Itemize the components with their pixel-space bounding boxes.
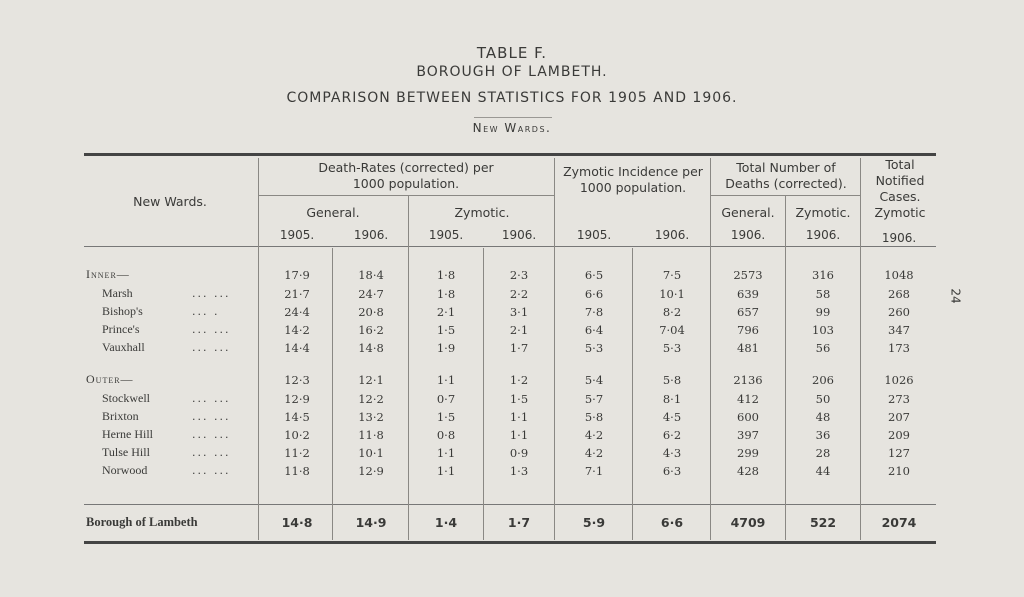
table-cell: 17·9 (284, 268, 310, 282)
table-cell: 7·8 (584, 305, 604, 319)
table-cell: 11·8 (284, 464, 310, 478)
header-zymotic: Zymotic. (454, 205, 510, 220)
table-cell: 44 (815, 464, 831, 478)
leader-dots: ... ... (192, 341, 231, 354)
table-cell: 209 (888, 428, 910, 442)
borough-total-label: Borough of Lambeth (86, 515, 198, 529)
table-cell: 103 (812, 323, 834, 337)
total-cell: 14·8 (281, 515, 313, 530)
table-cell: 4·3 (662, 446, 682, 460)
table-cell: 1·8 (436, 268, 456, 282)
leader-dots: ... ... (192, 464, 231, 477)
table-cell: 657 (737, 305, 759, 319)
table-cell: 207 (888, 410, 910, 424)
table-cell: 1·7 (509, 341, 529, 355)
page-number: 24 (948, 288, 963, 304)
table-cell: 1·2 (509, 373, 529, 387)
header-general: General. (306, 205, 360, 220)
table-cell: 2·1 (509, 323, 529, 337)
table-cell: 1·5 (436, 410, 456, 424)
table-cell: 1·3 (509, 464, 529, 478)
header-rule (84, 246, 936, 247)
ward-name: Brixton (102, 409, 139, 423)
ward-name: Stockwell (102, 391, 150, 405)
table-cell: 2·1 (436, 305, 456, 319)
table-cell: 10·2 (284, 428, 310, 442)
borough-title: BOROUGH OF LAMBETH. (416, 64, 608, 80)
table-cell: 1·1 (509, 410, 529, 424)
table-cell: 127 (888, 446, 910, 460)
col-divider (554, 158, 555, 540)
subheading-rule (474, 117, 552, 118)
header-death-rates: Death-Rates (corrected) per 1000 population. (318, 160, 494, 191)
ward-name: Norwood (102, 463, 148, 477)
leader-dots: ... ... (192, 392, 231, 405)
table-cell: 28 (815, 446, 831, 460)
table-cell: 6·3 (662, 464, 682, 478)
header-new-wards: New Wards. (133, 194, 207, 209)
table-cell: 5·4 (584, 373, 604, 387)
table-cell: 10·1 (659, 287, 685, 301)
table-cell: 273 (888, 392, 910, 406)
ward-name: Marsh (102, 286, 133, 300)
table-cell: 6·2 (662, 428, 682, 442)
table-cell: 6·4 (584, 323, 604, 337)
col-divider (483, 248, 484, 540)
table-cell: 1·1 (509, 428, 529, 442)
leader-dots: ... . (192, 305, 220, 318)
table-subheading: New Wards. (472, 121, 552, 135)
table-cell: 0·9 (509, 446, 529, 460)
ward-name: Herne Hill (102, 427, 153, 441)
col-divider (632, 248, 633, 540)
col-divider (860, 158, 861, 540)
table-cell: 600 (737, 410, 759, 424)
ward-name: Tulse Hill (102, 445, 150, 459)
table-cell: 0·8 (436, 428, 456, 442)
year-label: 1906. (654, 228, 690, 242)
table-cell: 11·8 (358, 428, 384, 442)
table-cell: 260 (888, 305, 910, 319)
col-divider (710, 158, 711, 540)
table-cell: 1·5 (436, 323, 456, 337)
table-cell: 12·9 (358, 464, 384, 478)
table-cell: 5·3 (662, 341, 682, 355)
table-cell: 4·5 (662, 410, 682, 424)
total-cell: 14·9 (355, 515, 387, 530)
table-cell: 14·2 (284, 323, 310, 337)
table-cell: 18·4 (358, 268, 384, 282)
ward-name: Prince's (102, 322, 140, 336)
comparison-title: COMPARISON BETWEEN STATISTICS FOR 1905 AND 1906. (286, 90, 738, 106)
table-cell: 428 (737, 464, 759, 478)
table-cell: 206 (812, 373, 834, 387)
table-cell: 50 (815, 392, 831, 406)
year-label: 1906. (881, 231, 917, 245)
year-label: 1906. (805, 228, 841, 242)
total-cell: 4709 (730, 515, 766, 530)
table-cell: 481 (737, 341, 759, 355)
leader-dots: ... ... (192, 446, 231, 459)
table-cell: 21·7 (284, 287, 310, 301)
table-cell: 8·1 (662, 392, 682, 406)
table-cell: 639 (737, 287, 759, 301)
table-cell: 1048 (884, 268, 914, 282)
table-cell: 12·2 (358, 392, 384, 406)
table-cell: 12·1 (358, 373, 384, 387)
table-cell: 24·4 (284, 305, 310, 319)
table-cell: 7·04 (659, 323, 685, 337)
leader-dots: ... ... (192, 323, 231, 336)
table-cell: 1·1 (436, 464, 456, 478)
total-cell: 1·7 (507, 515, 531, 530)
table-cell: 796 (737, 323, 759, 337)
leader-dots: ... ... (192, 428, 231, 441)
total-cell: 1·4 (434, 515, 458, 530)
table-cell: 268 (888, 287, 910, 301)
header-total-notified: Total Notified Cases. Zymotic (874, 157, 926, 220)
table-cell: 58 (815, 287, 831, 301)
col-divider (258, 158, 259, 540)
table-cell: 1·1 (436, 373, 456, 387)
bottom-rule (84, 541, 936, 544)
col-divider (408, 195, 409, 540)
table-cell: 16·2 (358, 323, 384, 337)
table-cell: 1·1 (436, 446, 456, 460)
table-cell: 14·8 (358, 341, 384, 355)
table-cell: 5·8 (662, 373, 682, 387)
table-cell: 1·5 (509, 392, 529, 406)
header-general-short: General. (721, 205, 775, 220)
table-cell: 7·1 (584, 464, 604, 478)
table-cell: 14·4 (284, 341, 310, 355)
table-cell: 8·2 (662, 305, 682, 319)
table-cell: 36 (815, 428, 831, 442)
table-cell: 4·2 (584, 428, 604, 442)
header-total-deaths: Total Number of Deaths (corrected). (725, 160, 847, 191)
total-cell: 6·6 (660, 515, 684, 530)
table-cell: 6·6 (584, 287, 604, 301)
table-cell: 5·3 (584, 341, 604, 355)
table-cell: 2136 (733, 373, 763, 387)
table-cell: 24·7 (358, 287, 384, 301)
year-label: 1905. (576, 228, 612, 242)
col-divider (785, 195, 786, 540)
table-cell: 210 (888, 464, 910, 478)
table-cell: 3·1 (509, 305, 529, 319)
header-zymotic-incidence: Zymotic Incidence per 1000 population. (563, 164, 703, 195)
table-cell: 99 (815, 305, 831, 319)
year-label: 1905. (279, 228, 315, 242)
table-cell: 173 (888, 341, 910, 355)
table-cell: 4·2 (584, 446, 604, 460)
table-cell: 1026 (884, 373, 914, 387)
table-cell: 13·2 (358, 410, 384, 424)
header-zymotic-short: Zymotic. (795, 205, 851, 220)
table-cell: 5·8 (584, 410, 604, 424)
table-cell: 316 (812, 268, 834, 282)
ward-name: Bishop's (102, 304, 143, 318)
table-cell: 347 (888, 323, 910, 337)
table-cell: 56 (815, 341, 831, 355)
year-label: 1906. (501, 228, 537, 242)
table-cell: 14·5 (284, 410, 310, 424)
table-label: TABLE F. (476, 44, 548, 62)
table-cell: 2·3 (509, 268, 529, 282)
ward-name: Vauxhall (102, 340, 145, 354)
table-cell: 48 (815, 410, 831, 424)
year-label: 1905. (428, 228, 464, 242)
deathrate-sub-rule (258, 195, 554, 196)
table-cell: 1·8 (436, 287, 456, 301)
table-cell: 2·2 (509, 287, 529, 301)
table-cell: 397 (737, 428, 759, 442)
table-cell: 299 (737, 446, 759, 460)
table-cell: 12·3 (284, 373, 310, 387)
year-label: 1906. (730, 228, 766, 242)
table-cell: 5·7 (584, 392, 604, 406)
table-cell: 6·5 (584, 268, 604, 282)
table-cell: 10·1 (358, 446, 384, 460)
group-label-inner: Inner— (86, 267, 130, 281)
total-cell: 2074 (881, 515, 917, 530)
table-cell: 2573 (733, 268, 763, 282)
table-cell: 20·8 (358, 305, 384, 319)
col-divider (332, 248, 333, 540)
year-label: 1906. (353, 228, 389, 242)
table-cell: 7·5 (662, 268, 682, 282)
leader-dots: ... ... (192, 410, 231, 423)
group-label-outer: Outer— (86, 372, 134, 386)
table-cell: 11·2 (284, 446, 310, 460)
table-cell: 0·7 (436, 392, 456, 406)
leader-dots: ... ... (192, 287, 231, 300)
top-rule (84, 153, 936, 156)
table-cell: 12·9 (284, 392, 310, 406)
table-cell: 1·9 (436, 341, 456, 355)
total-cell: 522 (809, 515, 837, 530)
total-top-rule (84, 504, 936, 505)
total-cell: 5·9 (582, 515, 606, 530)
table-cell: 412 (737, 392, 759, 406)
